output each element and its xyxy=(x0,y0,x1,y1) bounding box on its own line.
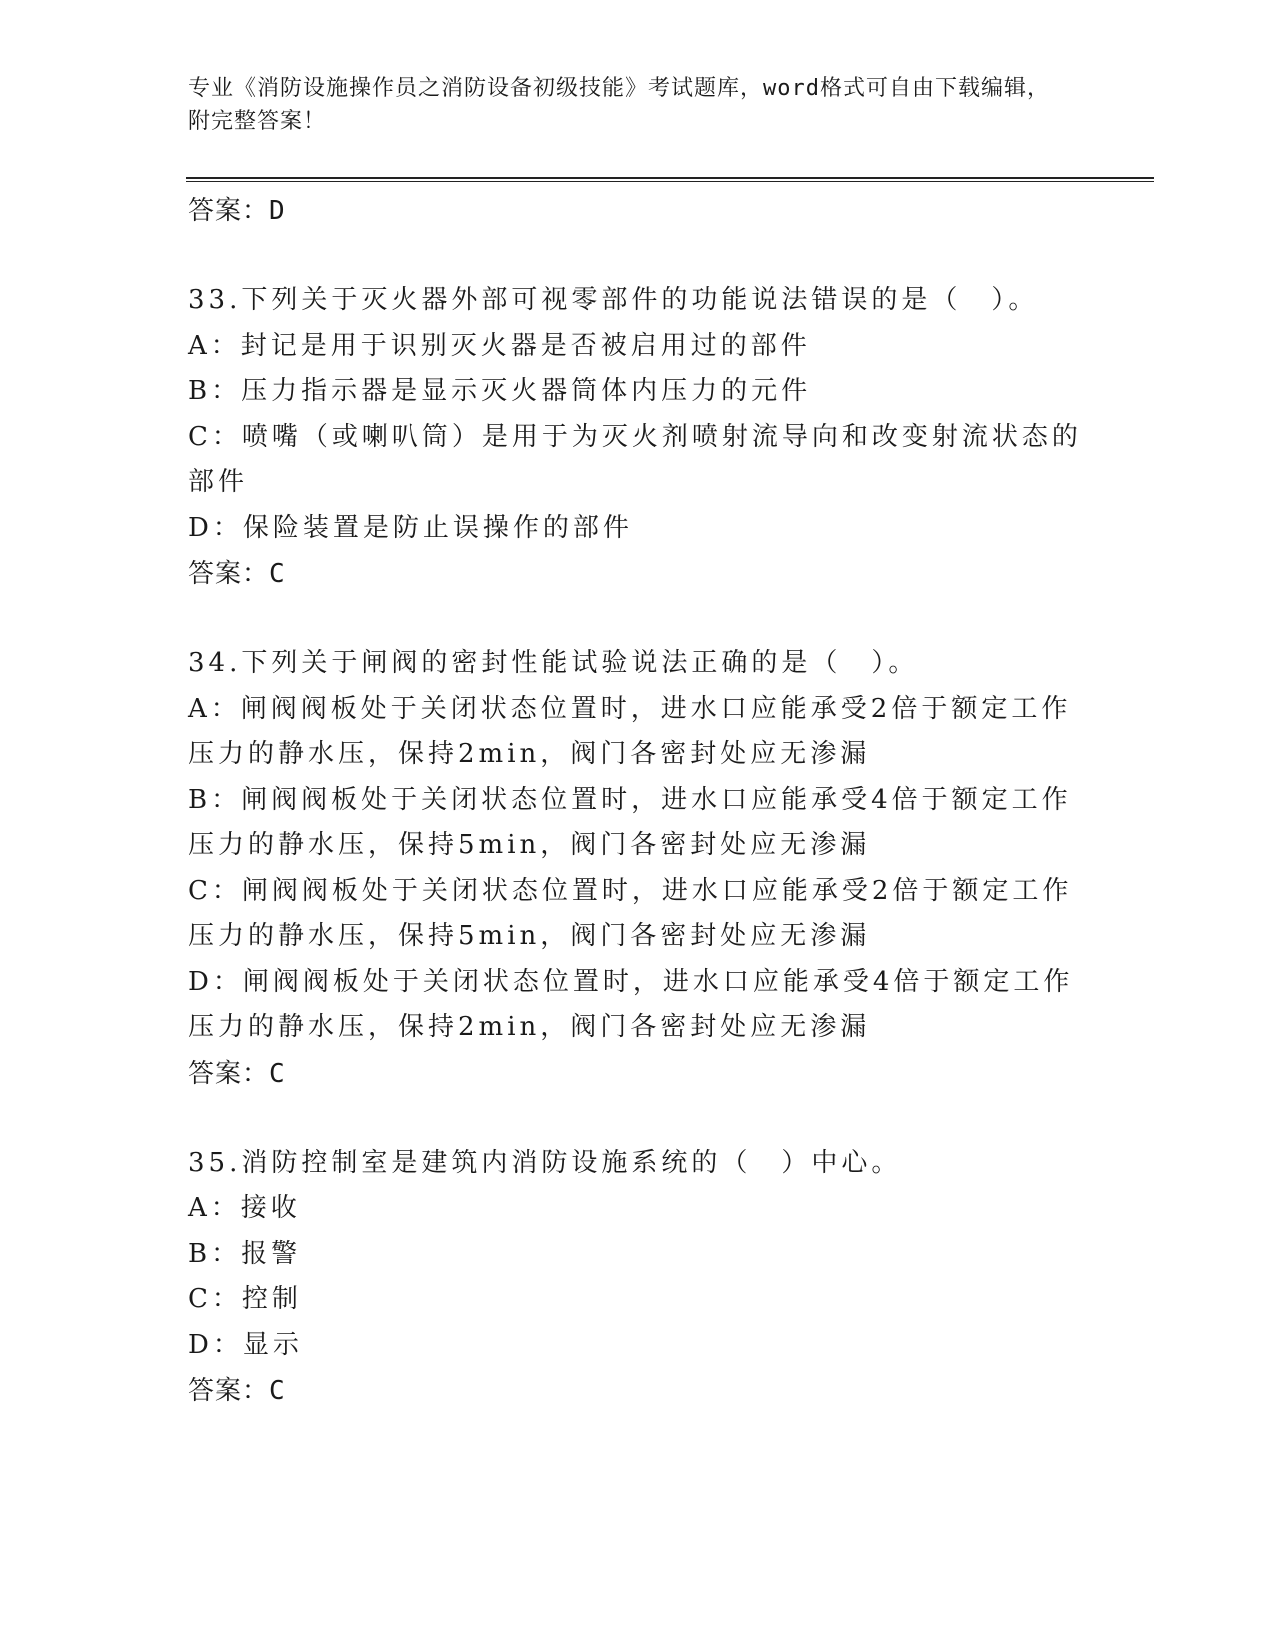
option-c: C：喷嘴（或喇叭筒）是用于为灭火剂喷射流导向和改变射流状态的部件 xyxy=(188,421,1082,497)
document-header: 专业《消防设施操作员之消防设备初级技能》考试题库，word格式可自由下载编辑，附完整答案！ xyxy=(188,76,1050,134)
question-34 xyxy=(188,641,1088,1097)
question-33 xyxy=(188,278,1088,597)
header-divider xyxy=(186,177,1154,182)
answer-line: 答案：C xyxy=(188,559,286,589)
option-c: C：闸阀阀板处于关闭状态位置时，进水口应能承受2倍于额定工作压力的静水压，保持5min，阀门各密封处应无渗漏 xyxy=(188,875,1073,951)
option-c: C：控制 xyxy=(188,1284,302,1314)
question-stem: 34.下列关于闸阀的密封性能试验说法正确的是（ ）。 xyxy=(188,648,919,678)
answer-line: 答案：C xyxy=(188,1058,286,1089)
option-d: D：保险装置是防止误操作的部件 xyxy=(188,512,633,543)
question-stem: 33.下列关于灭火器外部可视零部件的功能说法错误的是（ ）。 xyxy=(188,285,1039,315)
question-stem: 35.消防控制室是建筑内消防设施系统的（ ）中心。 xyxy=(188,1147,902,1178)
document-body xyxy=(188,188,1088,1414)
option-d: D：闸阀阀板处于关闭状态位置时，进水口应能承受4倍于额定工作压力的静水压，保持2min，阀门各密封处应无渗漏 xyxy=(188,966,1074,1042)
option-d: D：显示 xyxy=(188,1329,303,1360)
option-b: B：压力指示器是显示灭火器筒体内压力的元件 xyxy=(188,376,812,406)
option-a: A：闸阀阀板处于关闭状态位置时，进水口应能承受2倍于额定工作压力的静水压，保持2min，阀门各密封处应无渗漏 xyxy=(188,693,1072,769)
option-b: B：闸阀阀板处于关闭状态位置时，进水口应能承受4倍于额定工作压力的静水压，保持5min，阀门各密封处应无渗漏 xyxy=(188,784,1072,860)
answer-line: 答案：D xyxy=(188,196,286,226)
option-b: B：报警 xyxy=(188,1238,302,1269)
question-35 xyxy=(188,1141,1088,1415)
answer-line: 答案：C xyxy=(188,1376,286,1406)
option-a: A：封记是用于识别灭火器是否被启用过的部件 xyxy=(188,330,811,361)
option-a: A：接收 xyxy=(188,1193,301,1223)
